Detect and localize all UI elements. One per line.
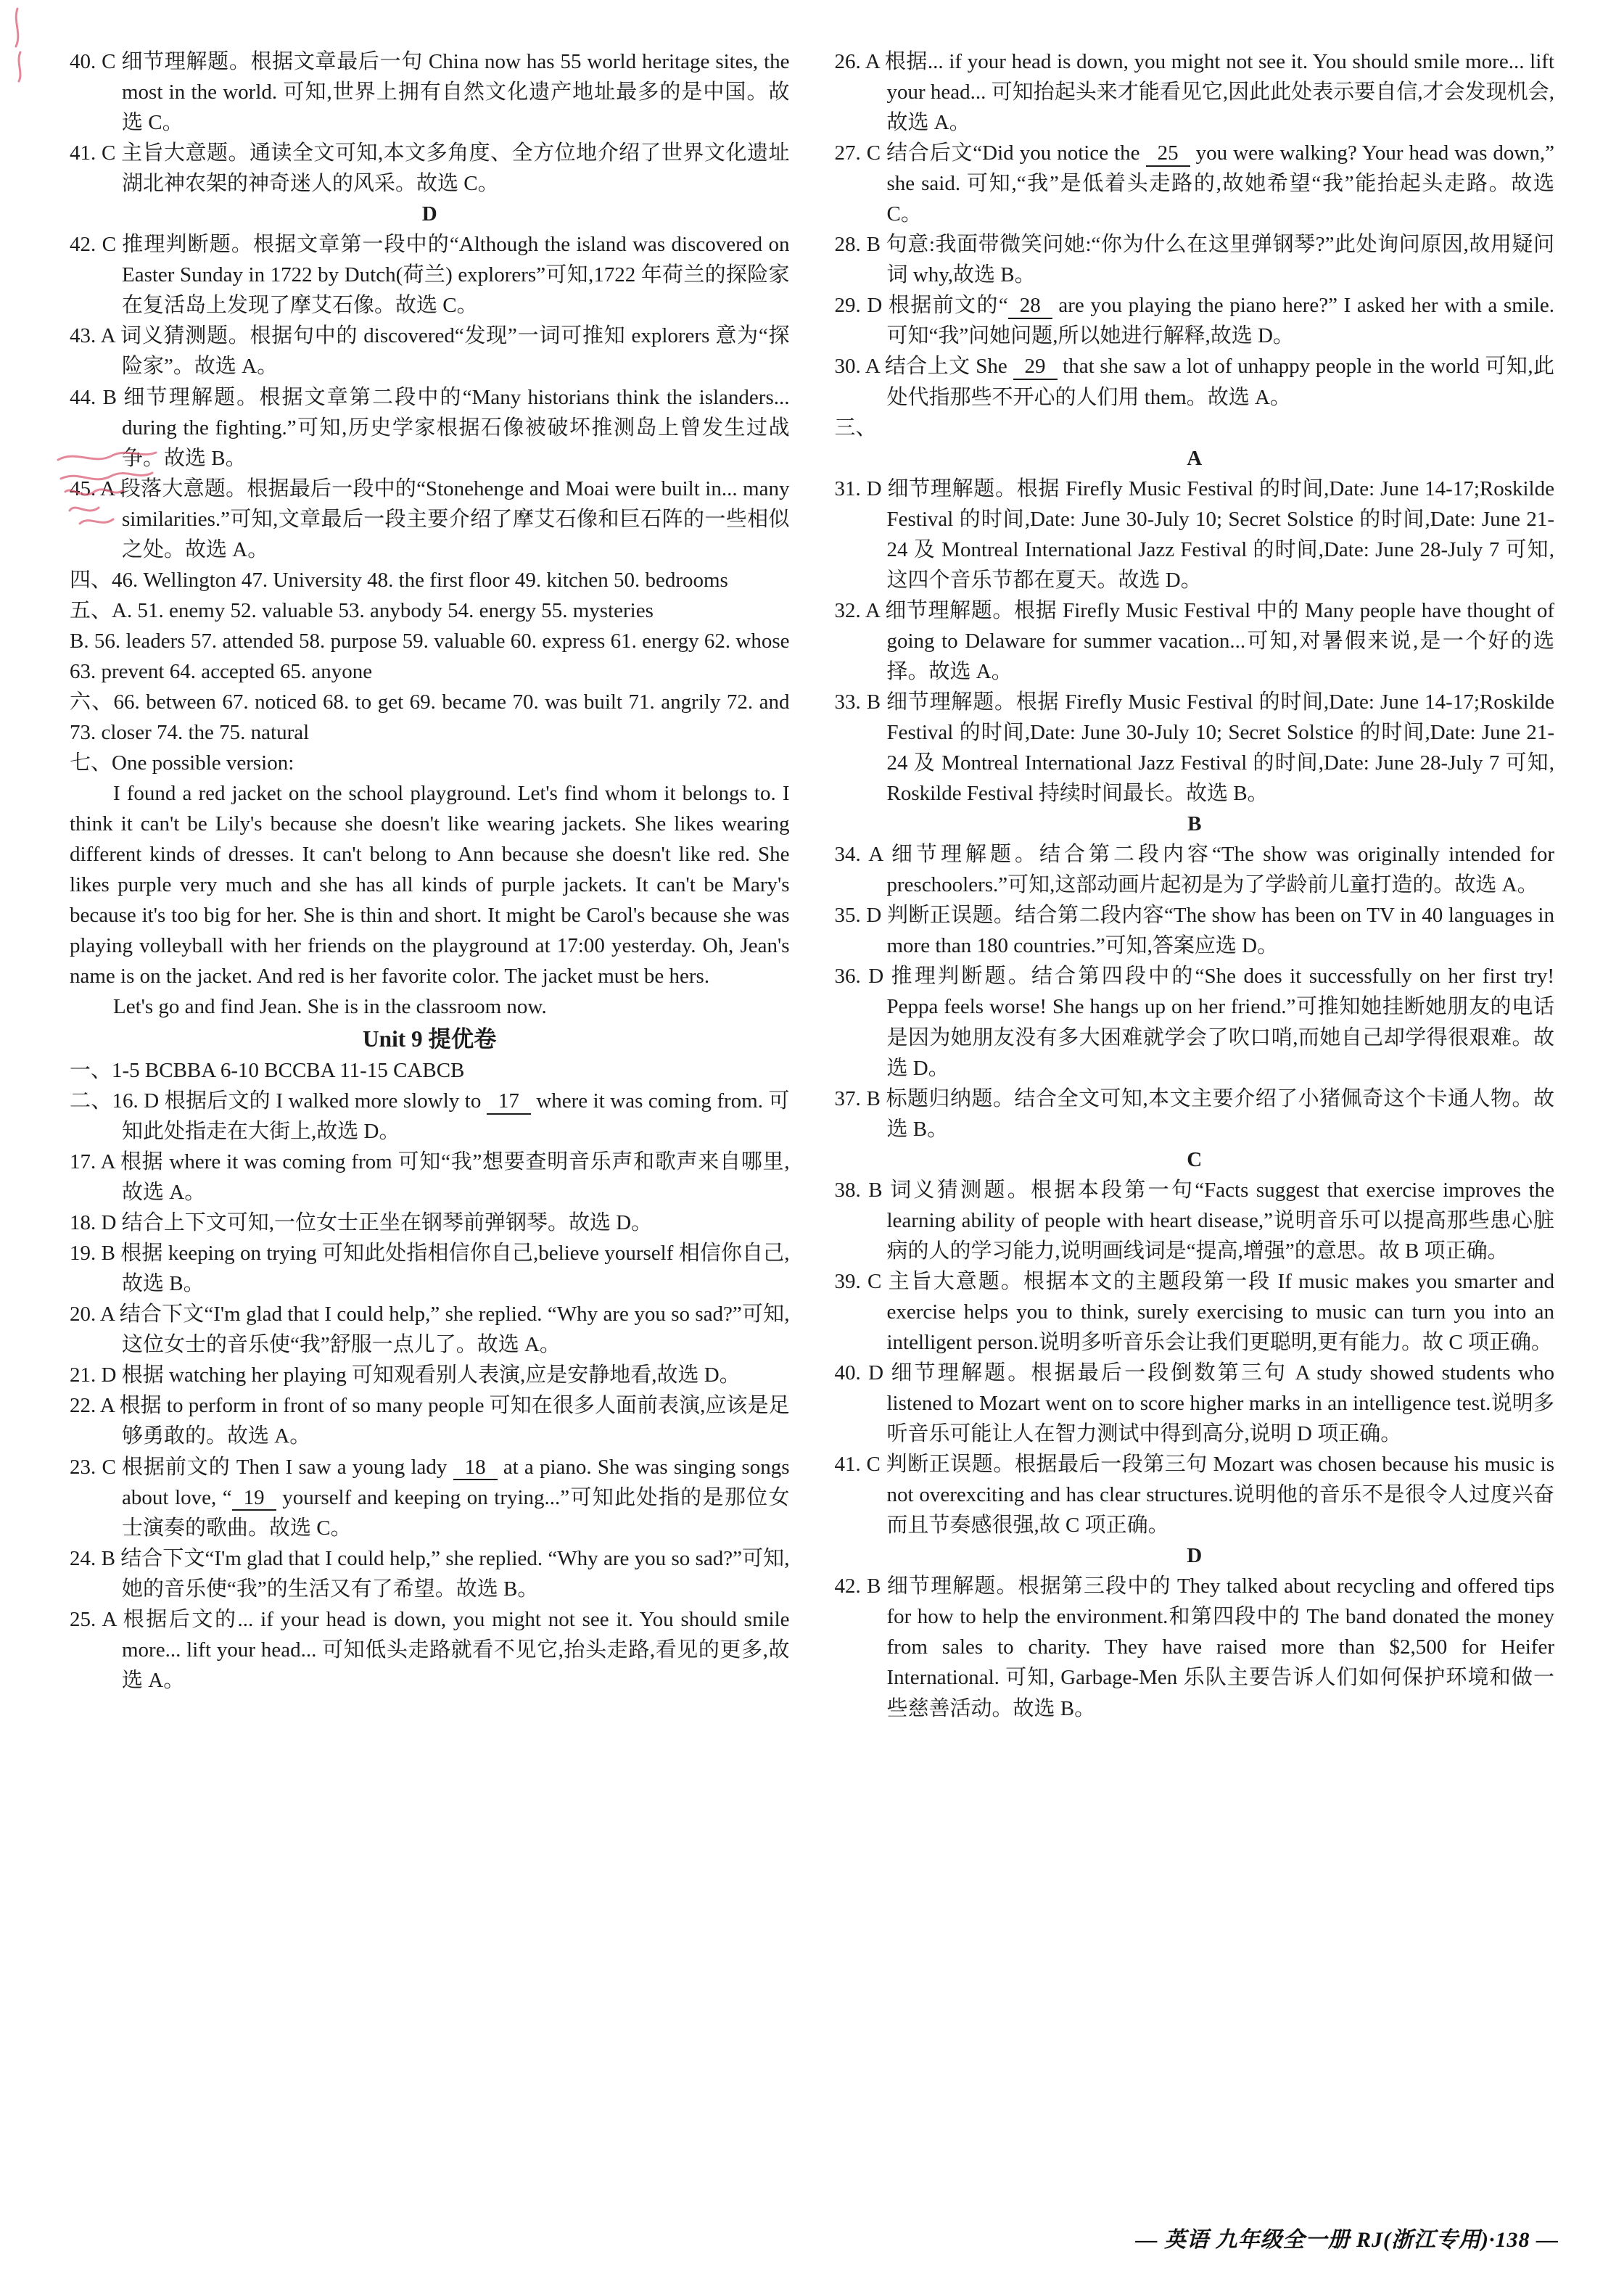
section-letter-heading: B: [1187, 812, 1202, 836]
answer-paragraph: 40. D 细节理解题。根据最后一段倒数第三句 A study showed students who listened to Mozart went on to score higher marks in an intelligence test.说明多听音乐可能让人在智力测试中得到高分,说明 D 项正确。: [834, 1361, 1554, 1446]
answer-paragraph: 32. A 细节理解题。根据 Firefly Music Festival 中的 Many people have thought of going to Delaware for summer vacation...可知,对暑假来说,是一个好的选择。故选 A。: [834, 598, 1554, 683]
answer-paragraph: 三、: [834, 416, 877, 439]
answer-paragraph: 二、16. D 根据后文的 I walked more slowly to 17 where it was coming from. 可知此处指走在大街上,故选 D。: [70, 1089, 790, 1143]
answer-paragraph: 35. D 判断正误题。结合第二段内容“The show has been on TV in 40 languages in more than 180 countries.”可知,答案应选 D。: [834, 904, 1554, 958]
answer-paragraph: 五、A. 51. enemy 52. valuable 53. anybody 54. energy 55. mysteries: [70, 598, 654, 622]
answer-paragraph: 43. A 词义猜测题。根据句中的 discovered“发现”一词可推知 explorers 意为“探险家”。故选 A。: [70, 324, 790, 379]
fill-in-blank: 25: [1146, 142, 1190, 167]
answer-paragraph: 26. A 根据... if your head is down, you might not see it. You should smile more... lift your head... 可知抬起头来才能看见它,因此此处表示要自信,才会发现机会,故选 A。: [834, 50, 1554, 135]
answer-paragraph: B. 56. leaders 57. attended 58. purpose 59. valuable 60. express 61. energy 62. whose 63. prevent 64. accepted 65. anyone: [70, 629, 790, 683]
answer-paragraph: 30. A 结合上文 She 29 that she saw a lot of unhappy people in the world 可知,此处代指那些不开心的人们用 them。故选 A。: [834, 355, 1554, 409]
answer-paragraph: 31. D 细节理解题。根据 Firefly Music Festival 的时间,Date: June 14-17;Roskilde Festival 的时间,Date: June 30-July 10; Secret Solstice 的时间,Date: June 21-24 及 Montreal International Jazz Festival 的时间,Date: June 28-July 7 可知,这四个音乐节都在夏天。故选 D。: [834, 476, 1554, 592]
answer-paragraph: 33. B 细节理解题。根据 Firefly Music Festival 的时间,Date: June 14-17;Roskilde Festival 的时间,Date: June 30-July 10; Secret Solstice 的时间,Date: June 21-24 及 Montreal International Jazz Festival 的时间,Date: June 28-July 7 可知, Roskilde Festival 持续时间最长。故选 B。: [834, 690, 1554, 806]
answer-paragraph: 七、One possible version:: [70, 751, 294, 775]
fill-in-blank: 28: [1008, 294, 1052, 319]
answer-paragraph: I found a red jacket on the school playground. Let's find whom it belongs to. I think it can't be Lily's because she doesn't like wearing jackets. She likes wearing different kinds of dresses. It can't belong to Ann because she doesn't like red. She likes purple very much and she has all kinds of purple jackets. It can't be Mary's because it's too big for her. She is thin and short. It might be Carol's because she was playing volleyball with her friends on the playground at 17:00 yesterday. Oh, Jean's name is on the jacket. And red is her favorite color. The jacket must be hers.: [70, 782, 790, 989]
answer-paragraph: 20. A 结合下文“I'm glad that I could help,” she replied. “Why are you so sad?”可知,这位女士的音乐使“我”舒服一点儿了。故选 A。: [70, 1303, 790, 1357]
answer-paragraph: 36. D 推理判断题。结合第四段中的“She does it successfully on her first try! Peppa feels worse! She hangs up on her friend.”可推知她挂断她朋友的电话是因为她朋友没有多大困难就学会了吹口哨,而她自己却学得很艰难。故选 D。: [834, 965, 1554, 1080]
answer-paragraph: 一、1-5 BCBBA 6-10 BCCBA 11-15 CABCB: [70, 1058, 465, 1082]
fill-in-blank: 29: [1013, 355, 1058, 380]
page-footer: — 英语 九年级全一册 RJ(浙江专用)·138 —: [1135, 2228, 1559, 2252]
answer-paragraph: 29. D 根据前文的“ 28 are you playing the piano here?” I asked her with a smile.可知“我”问她问题,所以她进行解释,故选 D。: [834, 294, 1554, 348]
fill-in-blank: 18: [453, 1456, 498, 1481]
section-letter-heading: D: [421, 202, 437, 226]
red-margin-mark-icon: [3, 4, 32, 84]
answer-paragraph: 27. C 结合后文“Did you notice the 25 you were walking? Your head was down,” she said. 可知,“我”是低着头走路的,故她希望“我”能抬起头走路。故选 C。: [834, 141, 1554, 226]
answer-paragraph: 24. B 结合下文“I'm glad that I could help,” she replied. “Why are you so sad?”可知,她的音乐使“我”的生活又有了希望。故选 B。: [70, 1546, 790, 1601]
answer-paragraph: 34. A 细节理解题。结合第二段内容“The show was originally intended for preschoolers.”可知,这部动画片起初是为了学龄前儿童打造的。故选 A。: [834, 843, 1554, 897]
answer-paragraph: 六、66. between 67. noticed 68. to get 69. became 70. was built 71. angrily 72. and 73. closer 74. the 75. natural: [70, 690, 790, 745]
unit-heading: Unit 9 提优卷: [363, 1025, 497, 1052]
section-letter-heading: D: [1187, 1544, 1203, 1568]
section-letter-heading: A: [1187, 446, 1203, 470]
answer-paragraph: 38. B 词义猜测题。根据本段第一句“Facts suggest that exercise improves the learning ability of people with heart disease,”说明音乐可以提高那些患心脏病的人的学习能力,说明画线词是“提高,增强”的意思。故 B 项正确。: [834, 1178, 1554, 1263]
fill-in-blank: 19: [232, 1487, 276, 1511]
answer-paragraph: 21. D 根据 watching her playing 可知观看别人表演,应是安静地看,故选 D。: [70, 1363, 741, 1387]
answer-paragraph: 23. C 根据前文的 Then I saw a young lady 18 at a piano. She was singing songs about love, “ 19 yourself and keeping on trying...”可知此处指的是那位女士演奏的歌曲。故选 C。: [70, 1455, 790, 1540]
fill-in-blank: 17: [487, 1090, 531, 1115]
two-column-layout: [70, 46, 1554, 2208]
column-left: [70, 46, 790, 2208]
answer-paragraph: 39. C 主旨大意题。根据本文的主题段第一段 If music makes you smarter and exercise helps you to think, surely exercising to music can turn you into an intelligent person.说明多听音乐会让我们更聪明,更有能力。故 C 项正确。: [834, 1269, 1554, 1354]
answer-paragraph: 37. B 标题归纳题。结合全文可知,本文主要介绍了小猪佩奇这个卡通人物。故选 B。: [834, 1086, 1554, 1141]
answer-paragraph: 18. D 结合上下文可知,一位女士正坐在钢琴前弹钢琴。故选 D。: [70, 1211, 653, 1235]
section-letter-heading: C: [1187, 1147, 1203, 1171]
answer-paragraph: 45. A 段落大意题。根据最后一段中的“Stonehenge and Moai were built in... many similarities.”可知,文章最后一段主要介绍了摩艾石像和巨石阵的一些相似之处。故选 A。: [70, 476, 790, 561]
answer-paragraph: 22. A 根据 to perform in front of so many people 可知在很多人面前表演,应该是足够勇敢的。故选 A。: [70, 1394, 790, 1448]
answer-paragraph: 40. C 细节理解题。根据文章最后一句 China now has 55 world heritage sites, the most in the world. 可知,世界上拥有自然文化遗产地址最多的是中国。故选 C。: [70, 50, 790, 135]
answer-paragraph: Let's go and find Jean. She is in the classroom now.: [113, 995, 547, 1019]
answer-paragraph: 42. C 推理判断题。根据文章第一段中的“Although the island was discovered on Easter Sunday in 1722 by Dutch(荷兰) explorers”可知,1722 年荷兰的探险家在复活岛上发现了摩艾石像。故选 C。: [70, 233, 790, 318]
answer-paragraph: 41. C 判断正误题。根据最后一段第三句 Mozart was chosen because his music is not overexciting and has clear structures.说明他的音乐不是很令人过度兴奋而且节奏感很强,故 C 项正确。: [834, 1453, 1554, 1538]
answer-paragraph: 42. B 细节理解题。根据第三段中的 They talked about recycling and offered tips for how to help the environment.和第四段中的 The band donated the money from sales to charity. They have raised more than $2,500 for Heifer International. 可知, Garbage-Men 乐队主要告诉人们如何保护环境和做一些慈善活动。故选 B。: [834, 1575, 1554, 1720]
answer-paragraph: 四、46. Wellington 47. University 48. the first floor 49. kitchen 50. bedrooms: [70, 568, 728, 592]
answer-paragraph: 44. B 细节理解题。根据文章第二段中的“Many historians think the islanders... during the fighting.”可知,历史学家根据石像被破坏推测岛上曾发生过战争。故选 B。: [70, 385, 790, 470]
column-right: [835, 46, 1555, 2208]
answer-paragraph: 17. A 根据 where it was coming from 可知“我”想要查明音乐声和歌声来自哪里,故选 A。: [70, 1150, 790, 1205]
answer-paragraph: 41. C 主旨大意题。通读全文可知,本文多角度、全方位地介绍了世界文化遗址湖北神农架的神奇迷人的风采。故选 C。: [70, 141, 790, 196]
answer-paragraph: 25. A 根据后文的... if your head is down, you might not see it. You should smile more... lift your head... 可知低头走路就看不见它,抬头走路,看见的更多,故选 A。: [70, 1607, 790, 1692]
answer-paragraph: 28. B 句意:我面带微笑问她:“你为什么在这里弹钢琴?”此处询问原因,故用疑问词 why,故选 B。: [834, 233, 1554, 287]
answer-paragraph: 19. B 根据 keeping on trying 可知此处指相信你自己,believe yourself 相信你自己,故选 B。: [70, 1242, 790, 1296]
